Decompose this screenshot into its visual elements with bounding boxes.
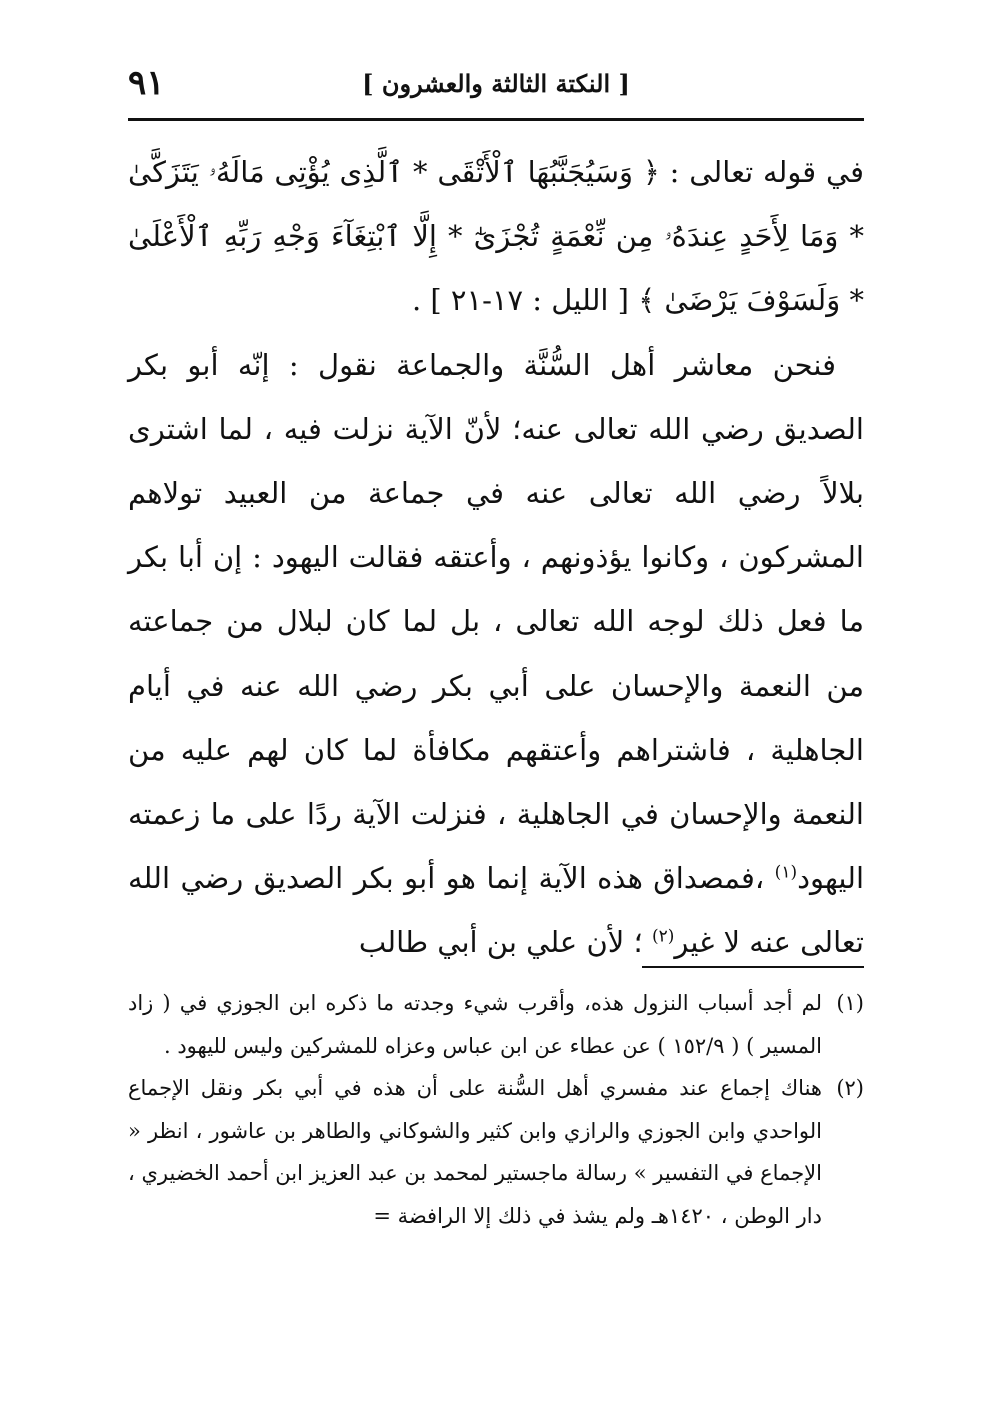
footnotes [128, 982, 864, 1237]
footnote-2 [128, 1067, 864, 1237]
paragraph-part-3: ؛ لأن علي بن أبي طالب [358, 925, 643, 960]
footnote-marker: (١) [836, 991, 864, 1015]
footnote-ref-1: (١) [774, 862, 798, 883]
verse-reference: [ الليل : ١٧-٢١ ] . [411, 283, 629, 318]
header-rule [128, 118, 864, 121]
main-text [128, 140, 864, 975]
footnote-text: لم أجد أسباب النزول هذه، وأقرب شيء وجدته ما ذكره ابن الجوزي في ( زاد المسير ) ( ١٥٢/٩ ) عن عطاء عن ابن عباس وعزاه للمشركين وليس لليهود . [128, 991, 822, 1058]
verse-paragraph [128, 140, 864, 333]
running-head: [ النكتة الثالثة والعشرون ] [362, 68, 630, 98]
footnote-rule [642, 966, 864, 968]
paragraph-part-1: فنحن معاشر أهل السُّنَّة والجماعة نقول : إنّه أبو بكر الصديق رضي الله تعالى عنه؛ لأنّ الآية نزلت فيه ، لما اشترى بلالاً رضي الله تعالى عنه في جماعة من العبيد تولاهم المشركون ، وكانوا يؤذونهم ، وأعتقه فقالت اليهود : إن أبا بكر ما فعل ذلك لوجه الله تعالى ، بل لما كان لبلال من جماعته من النعمة والإحسان على أبي بكر رضي الله عنه في أيام الجاهلية ، فاشتراهم وأعتقهم مكافأة لما كان لهم عليه من النعمة والإحسان في الجاهلية ، فنزلت الآية ردًا على ما زعمته اليهود [128, 347, 865, 896]
quran-verse: ﴿ وَسَيُجَنَّبُهَا ٱلْأَتْقَى * ٱلَّذِى يُؤْتِى مَالَهُۥ يَتَزَكَّىٰ * وَمَا لِأَحَدٍ عِندَهُۥ مِن نِّعْمَةٍ تُجْزَىٰٓ * إِلَّا ٱبْتِغَآءَ وَجْهِ رَبِّهِ ٱلْأَعْلَىٰ * وَلَسَوْفَ يَرْضَىٰ ﴾ [128, 155, 864, 318]
footnote-text: هناك إجماع عند مفسري أهل السُّنة على أن هذه في أبي بكر ونقل الإجماع الواحدي وابن الجوزي والرازي وابن كثير والشوكاني والطاهر بن عاشور ، انظر « الإجماع في التفسير » رسالة ماجستير لمحمد بن عبد العزيز ابن أحمد الخضيري ، دار الوطن ، ١٤٢٠هـ ولم يشذ في ذلك إلا الرافضة = [128, 1076, 822, 1228]
footnote-marker: (٢) [836, 1076, 864, 1100]
footnote-ref-2: (٢) [651, 926, 675, 947]
page-header [128, 52, 864, 114]
paragraph-part-2: ،فمصداق هذه الآية إنما هو أبو بكر الصديق رضي الله تعالى عنه لا غير [128, 861, 864, 960]
verse-intro: في قوله تعالى : [669, 155, 865, 189]
footnote-1 [128, 982, 864, 1067]
body-paragraph [128, 333, 864, 975]
page-number: ٩١ [128, 63, 165, 103]
